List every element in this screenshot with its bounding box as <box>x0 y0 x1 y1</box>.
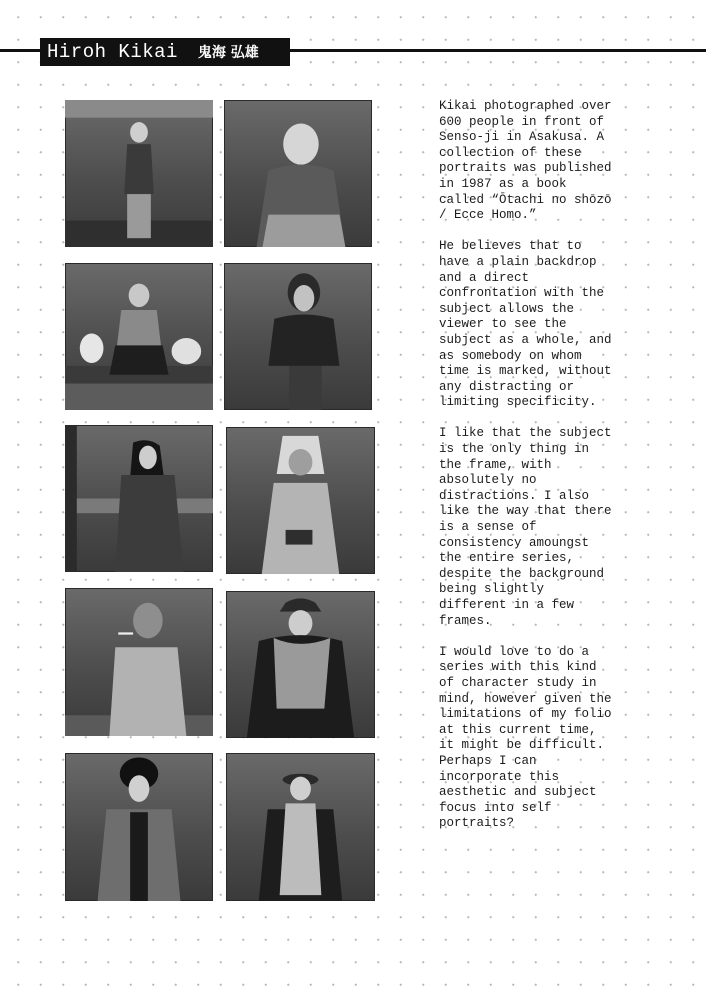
body-text <box>439 99 639 848</box>
portrait-photo <box>65 100 213 247</box>
paragraph-intro: Kikai photographed over 600 people in front of Senso-ji in Asakusa. A collection of these portraits was published in 1987 as a book called “Ōtachi no shōzō / Ecce Homo.” <box>439 99 612 223</box>
portrait-photo <box>226 591 375 738</box>
portrait-photo <box>226 753 375 901</box>
portrait-photo <box>65 588 213 736</box>
paragraph-plans: I would love to do a series with this kind of character study in mind, however given the limitations of my folio at this current time, it might be difficult. Perhaps I can incorporate this aesthetic and subject focus into self portraits? <box>439 644 612 831</box>
portrait-photo <box>65 753 213 901</box>
paragraph-backdrop: He believes that to have a plain backdrop and a direct confrontation with the subject allows the viewer to see the subject as a whole, and as somebody on whom time is marked, without any distracting or limiting specificity. <box>439 239 612 410</box>
portrait-photo <box>224 100 372 247</box>
paragraph-opinion: I like that the subject is the only thing in the frame, with absolutely no distractions. I also like the way that there is a sense of consistency amoungst the entire series, despite the background being slightly different in a few frames. <box>439 426 612 628</box>
title-japanese: 鬼海 弘雄 <box>197 45 259 61</box>
title-english: Hiroh Kikai <box>47 41 178 63</box>
portrait-photo <box>65 425 213 572</box>
portrait-photo <box>65 263 213 410</box>
portrait-photo <box>224 263 372 410</box>
page-title <box>40 38 290 66</box>
portrait-photo <box>226 427 375 574</box>
